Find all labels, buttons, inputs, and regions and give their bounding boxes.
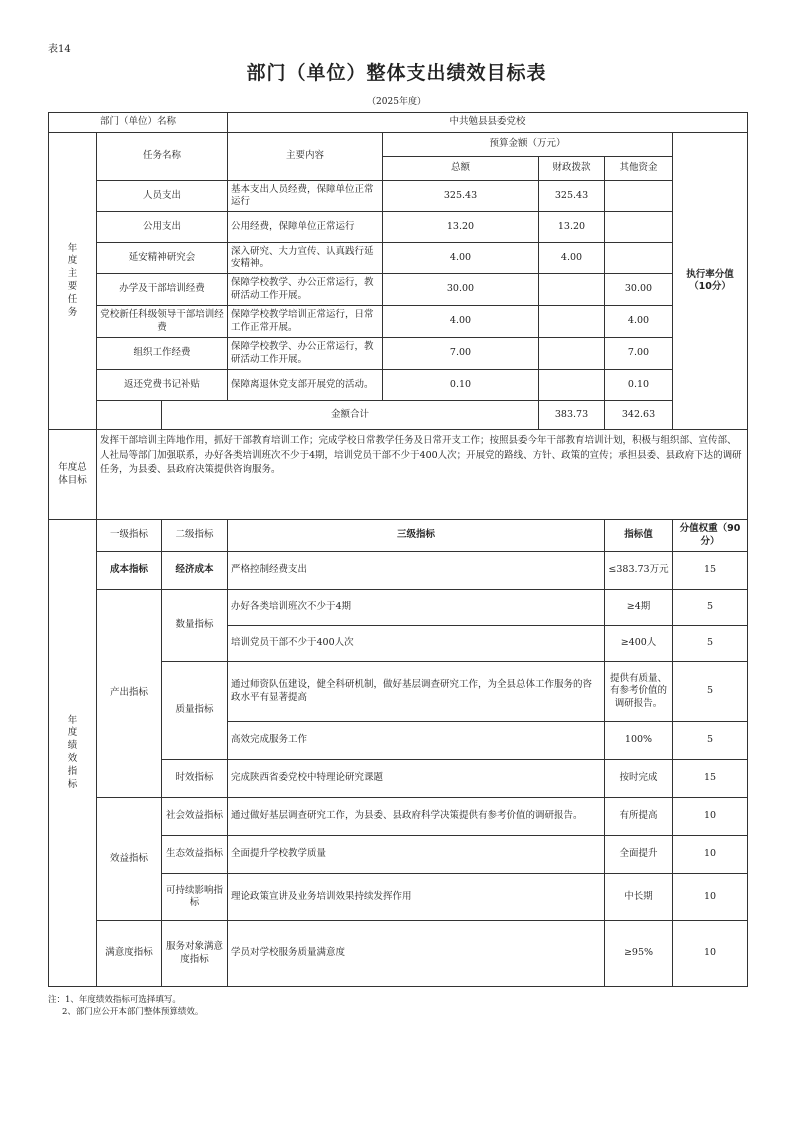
task-name-header: 任务名称 — [97, 133, 228, 181]
task-name: 公用支出 — [97, 212, 228, 243]
execution-score-header: 执行率分值（10分） — [673, 133, 748, 430]
tasks-header-row — [49, 133, 748, 157]
indicator-level3: 学员对学校服务质量满意度 — [228, 921, 605, 987]
indicator-weight: 10 — [673, 836, 748, 874]
indicator-level3: 高效完成服务工作 — [228, 722, 605, 760]
indicator-level3: 理论政策宣讲及业务培训效果持续发挥作用 — [228, 874, 605, 921]
sum-total: 383.73 — [539, 401, 605, 430]
indicator-weight: 5 — [673, 590, 748, 626]
indicator-value: 按时完成 — [605, 760, 673, 798]
task-row — [49, 338, 748, 370]
goal-row — [49, 430, 748, 520]
indicator-level3: 完成陕西省委党校中特理论研究课题 — [228, 760, 605, 798]
task-content: 保障学校教学、办公正常运行，教研活动工作开展。 — [228, 338, 383, 370]
indicator-section-label: 年度绩效指标 — [49, 520, 97, 987]
task-other — [605, 212, 673, 243]
satisfaction-level1: 满意度指标 — [97, 921, 162, 987]
task-total: 4.00 — [383, 306, 539, 338]
cost-value: ≤383.73万元 — [605, 552, 673, 590]
indicator-row — [49, 590, 748, 626]
task-row — [49, 370, 748, 401]
task-row — [49, 181, 748, 212]
output-level1: 产出指标 — [97, 590, 162, 798]
fiscal-header: 财政拨款 — [539, 157, 605, 181]
task-row — [49, 243, 748, 274]
indicator-level3: 全面提升学校教学质量 — [228, 836, 605, 874]
indicator-value: 中长期 — [605, 874, 673, 921]
task-content-header: 主要内容 — [228, 133, 383, 181]
indicator-value: 100% — [605, 722, 673, 760]
cost-level2: 经济成本 — [162, 552, 228, 590]
task-total: 4.00 — [383, 243, 539, 274]
unit-row — [49, 113, 748, 133]
task-total: 30.00 — [383, 274, 539, 306]
indicator-weight: 15 — [673, 760, 748, 798]
table-number: 表14 — [48, 44, 71, 55]
indicator-weight: 10 — [673, 798, 748, 836]
goal-label: 年度总体目标 — [49, 430, 97, 520]
task-other — [605, 181, 673, 212]
indicator-level3: 培训党员干部不少于400人次 — [228, 626, 605, 662]
indicator-level3: 办好各类培训班次不少于4期 — [228, 590, 605, 626]
indicator-value: ≥95% — [605, 921, 673, 987]
cost-weight: 15 — [673, 552, 748, 590]
performance-target-table — [48, 112, 748, 987]
level2-header: 二级指标 — [162, 520, 228, 552]
unit-label: 部门（单位）名称 — [49, 113, 228, 133]
indicator-value: ≥4期 — [605, 590, 673, 626]
task-row — [49, 274, 748, 306]
task-other: 0.10 — [605, 370, 673, 401]
task-name: 办学及干部培训经费 — [97, 274, 228, 306]
task-fiscal — [539, 338, 605, 370]
goal-text: 发挥干部培训主阵地作用，抓好干部教育培训工作；完成学校日常教学任务及日常开支工作；按照县委今年干部教育培训计划，积极与组织部、宣传部、人社局等部门加强联系，办好各类培训班次不少于4期，培训党员干部不少于400人次；开展党的路线、方针、政策的宣传；承担县委、县政府下达的调研任务，为县委、县政府决策提供咨询服务。 — [97, 430, 748, 520]
benefit-level1: 效益指标 — [97, 798, 162, 921]
task-fiscal — [539, 370, 605, 401]
other-header: 其他资金 — [605, 157, 673, 181]
indicator-value: 提供有质量、有参考价值的调研报告。 — [605, 662, 673, 722]
value-header: 指标值 — [605, 520, 673, 552]
task-content: 深入研究、大力宣传、认真践行延安精神。 — [228, 243, 383, 274]
indicator-value: ≥400人 — [605, 626, 673, 662]
unit-name: 中共勉县县委党校 — [228, 113, 748, 133]
task-fiscal: 13.20 — [539, 212, 605, 243]
task-other: 30.00 — [605, 274, 673, 306]
timeliness-level2: 时效指标 — [162, 760, 228, 798]
task-fiscal — [539, 306, 605, 338]
task-fiscal: 4.00 — [539, 243, 605, 274]
task-sum-row — [49, 401, 748, 430]
indicator-level2: 生态效益指标 — [162, 836, 228, 874]
weight-header: 分值权重（90分） — [673, 520, 748, 552]
fiscal-year: （2025年度） — [367, 97, 426, 107]
indicator-row-satisfaction — [49, 921, 748, 987]
tasks-section-label: 年度主要任务 — [49, 133, 97, 430]
indicator-weight: 10 — [673, 874, 748, 921]
footnote: 2、部门应公开本部门整体预算绩效。 — [62, 1007, 204, 1018]
budget-header: 预算金额（万元） — [383, 133, 673, 157]
indicator-weight: 10 — [673, 921, 748, 987]
task-other — [605, 243, 673, 274]
cost-level3: 严格控制经费支出 — [228, 552, 605, 590]
indicator-weight: 5 — [673, 662, 748, 722]
page-title: 部门（单位）整体支出绩效目标表 — [246, 62, 547, 84]
sum-fiscal: 342.63 — [605, 401, 673, 430]
task-content: 保障学校教学培训正常运行，日常工作正常开展。 — [228, 306, 383, 338]
task-fiscal — [539, 274, 605, 306]
task-row — [49, 212, 748, 243]
indicator-weight: 5 — [673, 722, 748, 760]
task-total: 13.20 — [383, 212, 539, 243]
indicator-value: 有所提高 — [605, 798, 673, 836]
indicator-weight: 5 — [673, 626, 748, 662]
indicator-header-row — [49, 520, 748, 552]
task-name: 党校新任科级领导干部培训经费 — [97, 306, 228, 338]
task-content: 基本支出人员经费，保障单位正常运行 — [228, 181, 383, 212]
total-header: 总额 — [383, 157, 539, 181]
task-other: 4.00 — [605, 306, 673, 338]
footnotes — [48, 994, 203, 1019]
satisfaction-level2: 服务对象满意度指标 — [162, 921, 228, 987]
task-name: 延安精神研究会 — [97, 243, 228, 274]
indicator-row-cost — [49, 552, 748, 590]
task-total: 7.00 — [383, 338, 539, 370]
level3-header: 三级指标 — [228, 520, 605, 552]
sum-label: 金额合计 — [162, 401, 539, 430]
task-name: 返还党费书记补贴 — [97, 370, 228, 401]
task-row — [49, 306, 748, 338]
indicator-level3: 通过师资队伍建设，健全科研机制，做好基层调查研究工作，为全县总体工作服务的咨政水平有显著提高 — [228, 662, 605, 722]
task-content: 保障学校教学、办公正常运行，教研活动工作开展。 — [228, 274, 383, 306]
indicator-row — [49, 798, 748, 836]
indicator-level2: 可持续影响指标 — [162, 874, 228, 921]
task-name: 组织工作经费 — [97, 338, 228, 370]
task-content: 公用经费，保障单位正常运行 — [228, 212, 383, 243]
indicator-level2: 社会效益指标 — [162, 798, 228, 836]
task-fiscal: 325.43 — [539, 181, 605, 212]
task-name: 人员支出 — [97, 181, 228, 212]
level1-header: 一级指标 — [97, 520, 162, 552]
cost-level1: 成本指标 — [97, 552, 162, 590]
quantity-level2: 数量指标 — [162, 590, 228, 662]
indicator-level3: 通过做好基层调查研究工作，为县委、县政府科学决策提供有参考价值的调研报告。 — [228, 798, 605, 836]
task-total: 325.43 — [383, 181, 539, 212]
task-other: 7.00 — [605, 338, 673, 370]
task-total: 0.10 — [383, 370, 539, 401]
indicator-value: 全面提升 — [605, 836, 673, 874]
footnote: 注：1、年度绩效指标可选择填写。 — [48, 995, 181, 1005]
task-content: 保障离退休党支部开展党的活动。 — [228, 370, 383, 401]
quality-level2: 质量指标 — [162, 662, 228, 760]
